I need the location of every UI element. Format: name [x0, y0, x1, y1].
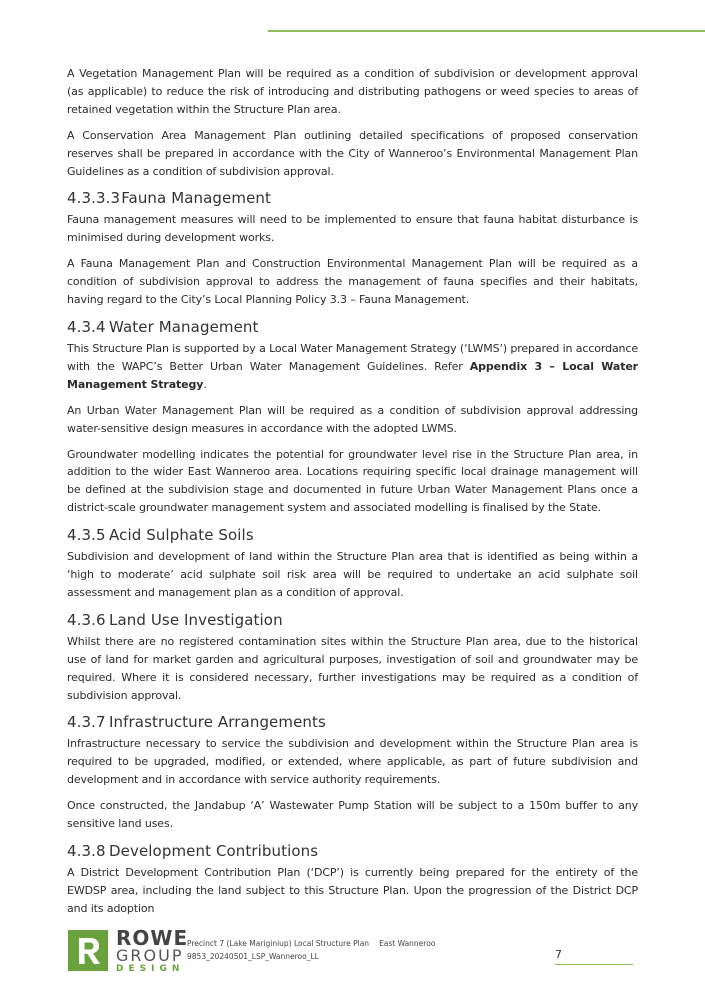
document-info: [187, 937, 435, 963]
paragraph-infrastructure: Infrastructure necessary to service the subdivision and development within the Structure Plan area is required to be upgraded, modified, or extended, where applicable, as part of future subdivision and development and in accordance with service authority requirements.: [67, 737, 638, 787]
section-number: 4.3.8: [67, 842, 106, 860]
paragraph-dcp: A District Development Contribution Plan (‘DCP’) is currently being prepared for the entirety of the EWDSP area, including the land subject to this Structure Plan. Upon the progression of the District DCP and its adoption: [67, 866, 638, 915]
logo-group: GROUP: [116, 946, 184, 965]
heading-fauna-management: [67, 188, 638, 208]
logo-design: DESIGN: [116, 964, 185, 974]
section-number: 4.3.7: [67, 713, 106, 732]
section-number: 4.3.6: [67, 610, 106, 629]
heading-acid-sulphate-soils: [67, 525, 638, 545]
paragraph-acid-sulphate: Subdivision and development of land within the Structure Plan area that is identified as being within a ‘high to moderate’ acid sulphate soil risk area will be required to undertake an acid sulphate soil assessment and management plan as a condition of approval.: [67, 550, 638, 599]
section-title: Fauna Management: [121, 189, 272, 208]
section-title: Acid Sulphate Soils: [109, 526, 254, 545]
paragraph-fauna-plan: A Fauna Management Plan and Construction Environmental Management Plan will be required as a condition of subdivision approval to address the management of fauna specifies and their habitats, having regard to the City’s Local Planning Policy 3.3 – Fauna Management.: [67, 257, 638, 307]
paragraph-fauna-measures: Fauna management measures will need to be implemented to ensure that fauna habitat disturbance is minimised during development works.: [67, 213, 638, 245]
section-title: Development Contributions: [109, 842, 319, 860]
page-body: [67, 65, 638, 926]
logo-r-mark-icon: [68, 930, 108, 971]
paragraph-vegetation-plan: A Vegetation Management Plan will be required as a condition of subdivision or development approval (as applicable) to reduce the risk of introducing and distributing pathogens or weed species to areas of retained vegetation within the Structure Plan area.: [67, 67, 638, 116]
section-number: 4.3.3.3: [67, 189, 121, 208]
section-title: Water Management: [109, 317, 259, 336]
logo-r-glyph-icon: [68, 930, 108, 971]
heading-development-contributions: [67, 841, 638, 861]
logo-rowe: ROWE: [116, 926, 189, 950]
document-reference: 9853_20240501_LSP_Wanneroo_LL: [187, 952, 319, 961]
header-rule: [268, 30, 705, 32]
page-footer: [0, 925, 705, 985]
document-location: East Wanneroo: [379, 939, 436, 948]
heading-land-use-investigation: [67, 610, 638, 630]
paragraph-text: .: [203, 377, 207, 391]
paragraph-text: This Structure Plan is supported by a Local Water Management Strategy (‘LWMS’) prepared in accordance with the WAPC’s Better Urban Water Management Guidelines. Refer: [67, 341, 638, 373]
page-number: 7: [555, 948, 562, 961]
heading-water-management: [67, 317, 638, 337]
paragraph-conservation-plan: A Conservation Area Management Plan outlining detailed specifications of proposed conservation reserves shall be prepared in accordance with the City of Wanneroo’s Environmental Management Plan Guidelines as a condition of subdivision approval.: [67, 128, 638, 178]
logo-wordmark: [116, 928, 188, 975]
section-number: 4.3.4: [67, 317, 106, 336]
document-title: Precinct 7 (Lake Mariginiup) Local Structure Plan: [187, 939, 370, 948]
section-title: Infrastructure Arrangements: [109, 713, 326, 732]
paragraph-lwms: [67, 340, 638, 394]
paragraph-pump-station: Once constructed, the Jandabup ‘A’ Wastewater Pump Station will be subject to a 150m buffer to any sensitive land uses.: [67, 799, 638, 831]
paragraph-contamination: Whilst there are no registered contamination sites within the Structure Plan area, due to the historical use of land for market garden and agricultural purposes, investigation of soil and groundwater may be required. Where it is considered necessary, further investigations may be required as a condition of subdivision approval.: [67, 634, 638, 702]
section-number: 4.3.5: [67, 526, 106, 545]
section-title: Land Use Investigation: [109, 610, 283, 629]
rowe-group-logo: [68, 926, 189, 974]
paragraph-groundwater: Groundwater modelling indicates the potential for groundwater level rise in the Structure Plan area, in addition to the wider East Wanneroo area. Locations requiring specific local drainage management will be defined at the subdivision stage and documented in future Urban Water Management Plans once a district-scale groundwater management system and associated modelling is finalised by the State.: [67, 447, 638, 515]
paragraph-uwmp: An Urban Water Management Plan will be required as a condition of subdivision approval addressing water-sensitive design measures in accordance with the adopted LWMS.: [67, 403, 638, 435]
heading-infrastructure: [67, 712, 638, 732]
footer-rule: [555, 964, 633, 965]
appendix-reference: Appendix 3 – Local Water Management Strategy: [67, 359, 638, 391]
